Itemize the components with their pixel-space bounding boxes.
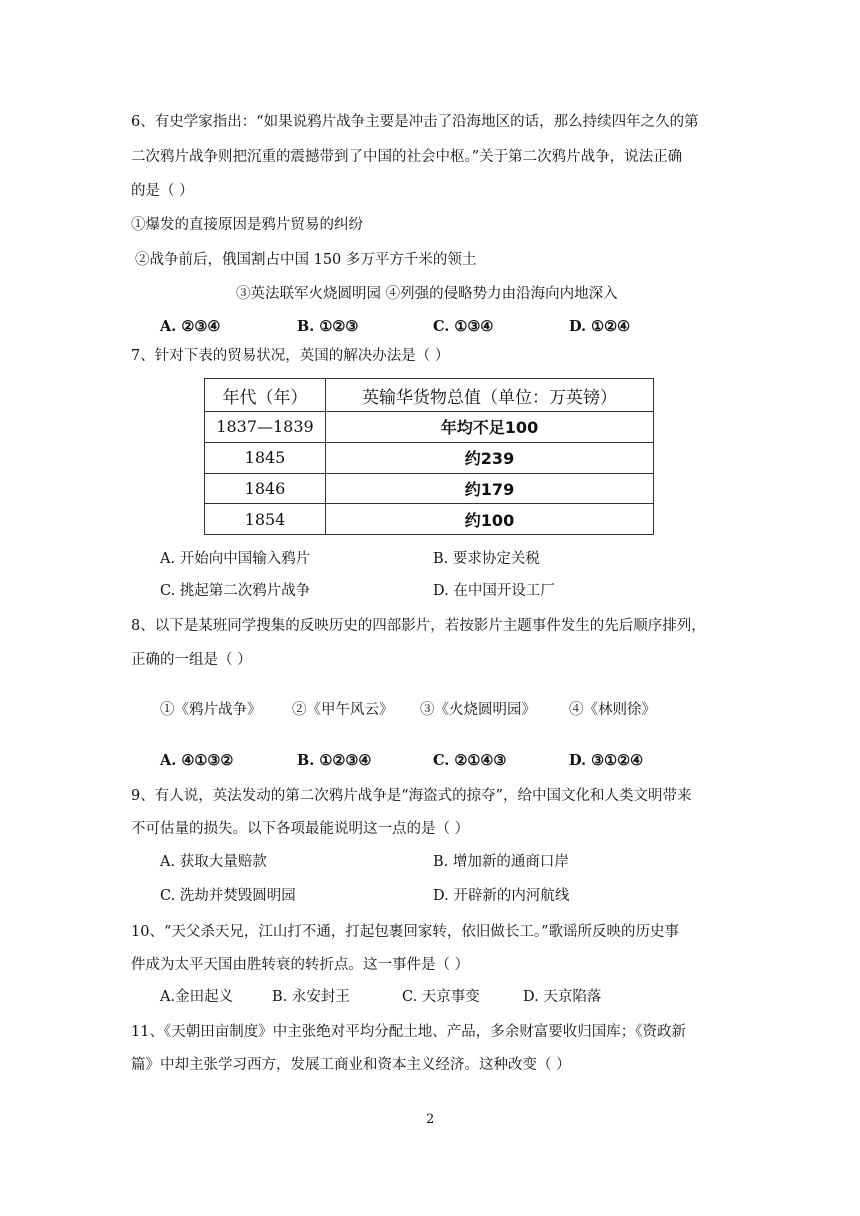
film-item: ①《鸦片战争》 <box>160 702 262 718</box>
page-number: 2 <box>426 1112 435 1127</box>
q7-option-c[interactable]: C. 挑起第二次鸦片战争 <box>160 583 311 599</box>
q6-option-b[interactable]: B. ①②③ <box>297 318 359 335</box>
q9-option-b[interactable]: B. 增加新的通商口岸 <box>433 854 569 870</box>
trade-table <box>204 378 654 535</box>
row-year: 1846 <box>205 473 326 504</box>
q11-line-1: 11、《天朝田亩制度》中主张绝对平均分配土地、产品，多余财富要收归国库；《资政新 <box>131 1024 686 1040</box>
q10-option-b[interactable]: B. 永安封王 <box>272 989 350 1005</box>
film-item: ④《林则徐》 <box>569 702 656 718</box>
q6-line-1: 6、有史学家指出：“如果说鸦片战争主要是冲击了沿海地区的话，那么持续四年之久的第 <box>131 114 699 130</box>
q6-option-d[interactable]: D. ①②④ <box>569 318 631 335</box>
table-row <box>205 412 654 443</box>
q6-line-2: 二次鸦片战争则把沉重的震撼带到了中国的社会中枢。”关于第二次鸦片战争，说法正确 <box>131 149 683 165</box>
row-year: 1845 <box>205 442 326 473</box>
table-row <box>205 442 654 473</box>
q8-option-d[interactable]: D. ③①②④ <box>569 752 644 769</box>
q6-option-a[interactable]: A. ②③④ <box>160 318 221 335</box>
q9-option-c[interactable]: C. 洗劫并焚毁圆明园 <box>160 888 296 904</box>
q7-option-b[interactable]: B. 要求协定关税 <box>433 551 540 567</box>
header-value: 英输华货物总值（单位：万英镑） <box>326 379 654 412</box>
q6-item-2: ②战争前后，俄国割占中国 150 多万平方千米的领土 <box>135 252 477 268</box>
row-year: 1854 <box>205 504 326 535</box>
table-row <box>205 504 654 535</box>
q7-option-d[interactable]: D. 在中国开设工厂 <box>433 583 555 599</box>
q7-option-a[interactable]: A. 开始向中国输入鸦片 <box>160 551 311 567</box>
q8-line-1: 8、以下是某班同学搜集的反映历史的四部影片，若按影片主题事件发生的先后顺序排列， <box>131 618 706 634</box>
film-item: ③《火烧圆明园》 <box>420 702 536 718</box>
q8-line-2: 正确的一组是（ ） <box>131 652 252 668</box>
table-row <box>205 473 654 504</box>
q10-line-2: 件成为太平天国由胜转衰的转折点。这一事件是（ ） <box>131 957 470 973</box>
trade-table-header <box>205 379 654 412</box>
q9-line-2: 不可估量的损失。以下各项最能说明这一点的是（ ） <box>131 821 470 837</box>
q9-option-a[interactable]: A. 获取大量赔款 <box>160 854 267 870</box>
q6-item-1: ①爆发的直接原因是鸦片贸易的纠纷 <box>131 217 363 233</box>
q6-item-3-4: ③英法联军火烧圆明园 ④列强的侵略势力由沿海向内地深入 <box>236 286 618 302</box>
header-year: 年代（年） <box>205 379 326 412</box>
row-value: 年均不足100 <box>326 412 654 443</box>
row-year: 1837—1839 <box>205 412 326 443</box>
q9-option-d[interactable]: D. 开辟新的内河航线 <box>433 888 570 904</box>
q8-option-b[interactable]: B. ①②③④ <box>297 752 372 769</box>
q6-line-3: 的是（ ） <box>131 183 194 199</box>
row-value: 约239 <box>326 442 654 473</box>
q9-line-1: 9、有人说，英法发动的第二次鸦片战争是“海盗式的掠夺”，给中国文化和人类文明带来 <box>131 788 692 804</box>
q7-stem: 7、针对下表的贸易状况，英国的解决办法是（ ） <box>131 348 450 364</box>
q10-option-c[interactable]: C. 天京事变 <box>402 989 480 1005</box>
q10-line-1: 10、“天父杀天兄，江山打不通，打起包裹回家转，依旧做长工。”歌谣所反映的历史事 <box>131 924 680 940</box>
row-value: 约179 <box>326 473 654 504</box>
q10-option-d[interactable]: D. 天京陷落 <box>523 989 602 1005</box>
q6-option-c[interactable]: C. ①③④ <box>433 318 494 335</box>
q8-option-a[interactable]: A. ④①③② <box>160 752 234 769</box>
q10-option-a[interactable]: A.金田起义 <box>160 989 234 1005</box>
film-item: ②《甲午风云》 <box>292 702 394 718</box>
q8-option-c[interactable]: C. ②①④③ <box>433 752 507 769</box>
q11-line-2: 篇》中却主张学习西方，发展工商业和资本主义经济。这种改变（ ） <box>131 1057 571 1073</box>
row-value: 约100 <box>326 504 654 535</box>
